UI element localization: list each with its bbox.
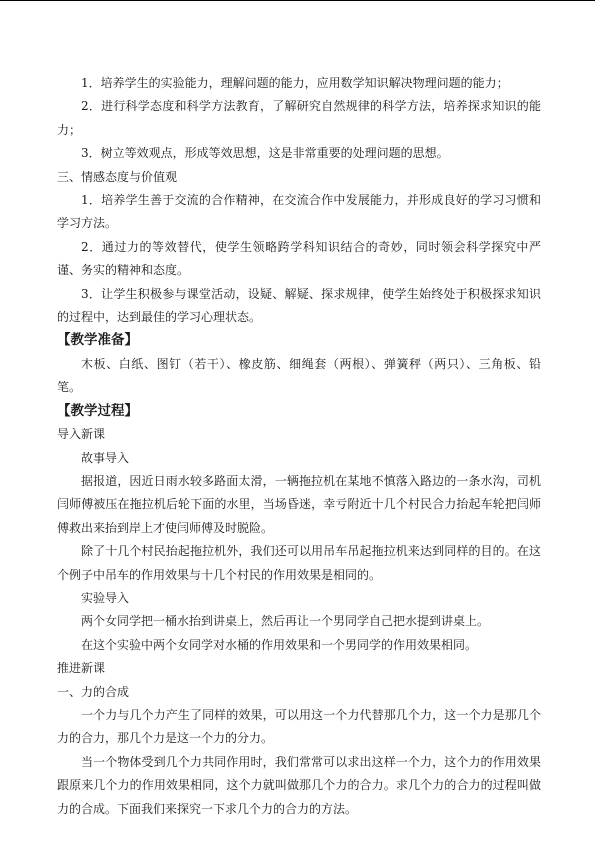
body-paragraph: 两个女同学把一桶水抬到讲桌上，然后再让一个男同学自己把水提到讲桌上。 [81,614,490,629]
materials-list: 木板、白纸、图钉（若干）、橡皮筋、细绳套（两根）、弹簧秤（两只）、三角板、铅笔。 [57,356,541,395]
objective-item: 3．让学生积极参与课堂活动，设疑、解疑、探求规律，使学生始终处于积极探求知识的过程中，达到最佳的学习心理状态。 [57,286,541,325]
body-paragraph: 当一个物体受到几个力共同作用时，我们常常可以求出这样一个力，这个力的作用效果跟原来几个力的作用效果相同，这个力就叫做那几个力的合力。求几个力的合力的过程叫做力的合成。下面我们来探究一下求几个力的合力的方法。 [57,754,541,816]
subsection-heading: 一、力的合成 [57,684,130,699]
subsection-heading: 三、情感态度与价值观 [57,169,178,184]
body-paragraph: 在这个实验中两个女同学对水桶的作用效果和一个男同学的作用效果相同。 [81,637,478,652]
page-top-rule [0,0,595,1]
body-paragraph: 据报道，因近日雨水较多路面太滑，一辆拖拉机在某地不慎落入路边的一条水沟，司机闫师傅被压在拖拉机后轮下面的水里，当场昏迷，幸亏附近十几个村民合力抬起车轮把闫师傅救出来抬到岸上才使闫师傅及时脱险。 [57,473,541,535]
objective-item: 1．培养学生善于交流的合作精神，在交流合作中发展能力，并形成良好的学习习惯和学习方法。 [57,193,541,231]
body-paragraph: 除了十几个村民抬起拖拉机外，我们还可以用吊车吊起拖拉机来达到同样的目的。在这个例子中吊车的作用效果与十几个村民的作用效果是相同的。 [57,544,541,582]
subsection-heading: 推进新课 [57,661,106,676]
objective-item: 2．进行科学态度和科学方法教育，了解研究自然规律的科学方法，培养探求知识的能力； [57,99,541,137]
section-heading-preparation: 【教学准备】 [57,332,138,349]
subsection-heading: 故事导入 [81,450,130,465]
objective-item: 1．培养学生的实验能力，理解问题的能力，应用数学知识解决物理问题的能力； [81,76,509,90]
subsection-heading: 导入新课 [57,427,106,442]
subsection-heading: 实验导入 [81,590,130,605]
objective-item: 3．树立等效观点，形成等效思想，这是非常重要的处理问题的思想。 [81,146,449,161]
document-body [57,72,541,821]
section-heading-process: 【教学过程】 [57,402,138,419]
body-paragraph: 一个力与几个力产生了同样的效果，可以用这一个力代替那几个力，这一个力是那几个力的合力，那几个力是这一个力的分力。 [57,707,541,746]
objective-item: 2．通过力的等效替代，使学生领略跨学科知识结合的奇妙，同时领会科学探究中严谨、务实的精神和态度。 [57,239,541,278]
